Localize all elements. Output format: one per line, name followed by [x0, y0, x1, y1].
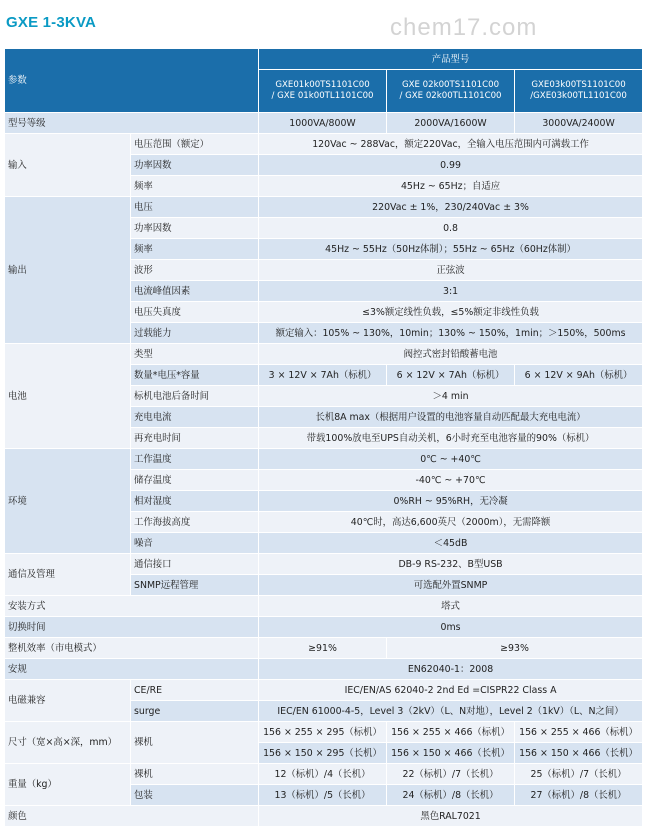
cell-value: 156 × 255 × 295（标机）: [259, 722, 387, 743]
cell-value: 0%RH ~ 95%RH，无冷凝: [259, 491, 643, 512]
row-label: CE/RE: [131, 680, 259, 701]
table-row: [5, 554, 643, 575]
cell-value: 正弦波: [259, 260, 643, 281]
group-label: 重量（kg）: [5, 764, 131, 806]
cell-value: 40℃时，高达6,600英尺（2000m），无需降额: [259, 512, 643, 533]
cell-value: 25（标机）/7（长机）: [515, 764, 643, 785]
row-label: 功率因数: [131, 155, 259, 176]
row-label: 裸机: [131, 764, 259, 785]
row-label: 频率: [131, 176, 259, 197]
row-label: 电压: [131, 197, 259, 218]
row-label: 标机电池后备时间: [131, 386, 259, 407]
row-label: 安装方式: [5, 596, 259, 617]
cell-value: ＜45dB: [259, 533, 643, 554]
cell-value: 3 × 12V × 7Ah（标机）: [259, 365, 387, 386]
row-label: 型号等级: [5, 113, 259, 134]
row-label: 频率: [131, 239, 259, 260]
row-label: 类型: [131, 344, 259, 365]
row-label: 再充电时间: [131, 428, 259, 449]
table-row: [5, 197, 643, 218]
row-label: 包装: [131, 785, 259, 806]
cell-value: 156 × 150 × 466（长机）: [387, 743, 515, 764]
cell-value: ≥93%: [387, 638, 643, 659]
cell-value: ≤3%额定线性负载，≤5%额定非线性负载: [259, 302, 643, 323]
cell-value: 24（标机）/8（长机）: [387, 785, 515, 806]
row-label: 电压失真度: [131, 302, 259, 323]
cell-value: 13（标机）/5（长机）: [259, 785, 387, 806]
cell-value: 220Vac ± 1%，230/240Vac ± 3%: [259, 197, 643, 218]
cell-value: 120Vac ~ 288Vac，额定220Vac，全输入电压范围内可满载工作: [259, 134, 643, 155]
cell-value: DB-9 RS-232、B型USB: [259, 554, 643, 575]
cell-value: 6 × 12V × 7Ah（标机）: [387, 365, 515, 386]
row-label: 切换时间: [5, 617, 259, 638]
model-2: GXE 02k00TS1101C00 / GXE 02k00TL1101C00: [387, 70, 515, 113]
group-label: 电磁兼容: [5, 680, 131, 722]
cell-value: 22（标机）/7（长机）: [387, 764, 515, 785]
cell-value: 0ms: [259, 617, 643, 638]
cell-value: 3000VA/2400W: [515, 113, 643, 134]
table-row: [5, 764, 643, 785]
cell-value: 阀控式密封铅酸蓄电池: [259, 344, 643, 365]
cell-value: IEC/EN/AS 62040-2 2nd Ed =CISPR22 Class A: [259, 680, 643, 701]
group-label: 电池: [5, 344, 131, 449]
row-label: 安规: [5, 659, 259, 680]
cell-value: 156 × 150 × 295（长机）: [259, 743, 387, 764]
cell-value: 带载100%放电至UPS自动关机，6小时充至电池容量的90%（标机）: [259, 428, 643, 449]
watermark: chem17.com: [390, 14, 538, 41]
cell-value: 可选配外置SNMP: [259, 575, 643, 596]
group-label: 通信及管理: [5, 554, 131, 596]
row-label: 电流峰值因素: [131, 281, 259, 302]
cell-value: 长机8A max（根据用户设置的电池容量自动匹配最大充电电流）: [259, 407, 643, 428]
group-label: 输入: [5, 134, 131, 197]
group-label: 环境: [5, 449, 131, 554]
row-label: 相对湿度: [131, 491, 259, 512]
row-label: 储存温度: [131, 470, 259, 491]
row-label: surge: [131, 701, 259, 722]
spec-table: [4, 48, 643, 827]
row-label: 通信接口: [131, 554, 259, 575]
table-row: [5, 722, 643, 743]
cell-value: 156 × 150 × 466（长机）: [515, 743, 643, 764]
table-row: [5, 638, 643, 659]
row-label: 功率因数: [131, 218, 259, 239]
model-3: GXE03k00TS1101C00 /GXE03k00TL1101C00: [515, 70, 643, 113]
row-label: 裸机: [131, 722, 259, 764]
cell-value: 45Hz ~ 65Hz；自适应: [259, 176, 643, 197]
row-label: 过载能力: [131, 323, 259, 344]
table-header-row: [5, 49, 643, 70]
model-1: GXE01k00TS1101C00 / GXE 01k00TL1101C00: [259, 70, 387, 113]
row-label: 颜色: [5, 806, 259, 827]
row-label: 整机效率（市电模式）: [5, 638, 259, 659]
row-label: 噪音: [131, 533, 259, 554]
table-row: [5, 344, 643, 365]
cell-value: 2000VA/1600W: [387, 113, 515, 134]
table-row: [5, 806, 643, 827]
table-row: [5, 617, 643, 638]
cell-value: ≥91%: [259, 638, 387, 659]
table-row: [5, 113, 643, 134]
page-title: GXE 1-3KVA: [6, 14, 97, 31]
cell-value: 黑色RAL7021: [259, 806, 643, 827]
cell-value: 12（标机）/4（长机）: [259, 764, 387, 785]
cell-value: 0℃ ~ +40℃: [259, 449, 643, 470]
row-label: SNMP远程管理: [131, 575, 259, 596]
cell-value: ＞4 min: [259, 386, 643, 407]
table-row: [5, 134, 643, 155]
cell-value: 156 × 255 × 466（标机）: [387, 722, 515, 743]
cell-value: 塔式: [259, 596, 643, 617]
group-label: 尺寸（宽×高×深，mm）: [5, 722, 131, 764]
table-row: [5, 680, 643, 701]
row-label: 数量*电压*容量: [131, 365, 259, 386]
row-label: 波形: [131, 260, 259, 281]
cell-value: -40℃ ~ +70℃: [259, 470, 643, 491]
cell-value: 3:1: [259, 281, 643, 302]
table-row: [5, 659, 643, 680]
row-label: 工作温度: [131, 449, 259, 470]
row-label: 电压范围（额定）: [131, 134, 259, 155]
cell-value: 27（标机）/8（长机）: [515, 785, 643, 806]
row-label: 工作海拔高度: [131, 512, 259, 533]
cell-value: 45Hz ~ 55Hz（50Hz体制）；55Hz ~ 65Hz（60Hz体制）: [259, 239, 643, 260]
cell-value: 156 × 255 × 466（标机）: [515, 722, 643, 743]
cell-value: 0.8: [259, 218, 643, 239]
cell-value: 0.99: [259, 155, 643, 176]
table-row: [5, 449, 643, 470]
cell-value: 1000VA/800W: [259, 113, 387, 134]
product-model-header: 产品型号: [259, 49, 643, 70]
cell-value: EN62040-1：2008: [259, 659, 643, 680]
row-label: 充电电流: [131, 407, 259, 428]
group-label: 输出: [5, 197, 131, 344]
param-header: 参数: [5, 49, 259, 113]
cell-value: IEC/EN 61000-4-5，Level 3（2kV）（L、N对地），Level 2（1kV）（L、N之间）: [259, 701, 643, 722]
cell-value: 6 × 12V × 9Ah（标机）: [515, 365, 643, 386]
cell-value: 额定输入：105% ~ 130%，10min；130% ~ 150%，1min；＞150%，500ms: [259, 323, 643, 344]
table-row: [5, 596, 643, 617]
